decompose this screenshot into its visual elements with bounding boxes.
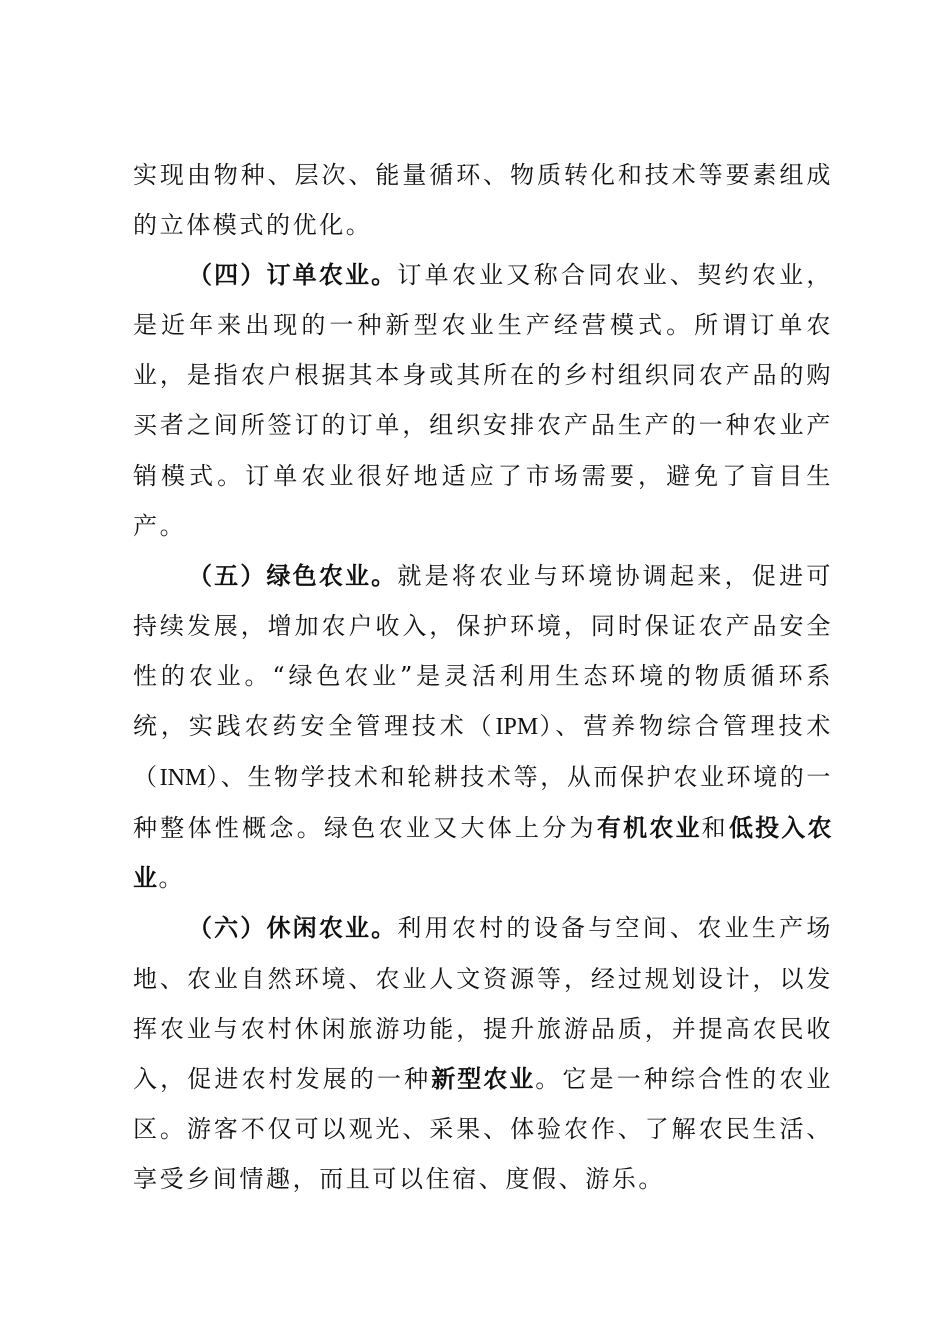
paragraph-text: 订单农业又称合同农业、契约农业，是近年来出现的一种新型农业生产经营模式。所谓订单农业，是指农户根据其本身或其所在的乡村组织同农产品的购买者之间所签订的订单，组织安排农产品生产的一种农业产销模式。订单农业很好地适应了市场需要，避免了盲目生产。 (133, 261, 833, 540)
term-low-input-farming: 低投入农业 (133, 814, 833, 893)
paragraph-green-farming (133, 551, 833, 904)
paragraph-text: 实现由物种、层次、能量循环、物质转化和技术等要素组成的立体模式的优化。 (133, 161, 833, 240)
paragraph-text: 。 (158, 864, 186, 893)
paragraph-text: 和 (701, 814, 729, 843)
paragraph-order-farming (133, 250, 833, 551)
section-heading-green-farming: （五）绿色农业。 (188, 561, 398, 590)
paragraph-text: 利用农村的设备与空间、农业生产场地、农业自然环境、农业人文资源等，经过规划设计，以发挥农业与农村休闲旅游功能，提升旅游品质，并提高农民收入，促进农村发展的一种 (133, 914, 833, 1093)
paragraph-text: ）、生物学技术和轮耕技术等，从而保护农业环境的一种整体性概念。绿色农业又大体上分为 (133, 763, 833, 843)
document-page (133, 150, 833, 1204)
paragraph-text: ）、营养物综合管理技术（ (133, 712, 833, 792)
section-heading-leisure-farming: （六）休闲农业。 (188, 914, 398, 943)
paragraph-text: 。它是一种综合性的农业区。游客不仅可以观光、采果、体验农作、了解农民生活、享受乡间情趣，而且可以住宿、度假、游乐。 (133, 1064, 833, 1193)
section-heading-order-farming: （四）订单农业。 (188, 261, 398, 290)
term-new-type-farming: 新型农业 (431, 1064, 536, 1093)
term-organic-farming: 有机农业 (596, 814, 702, 843)
paragraph-text: 就是将农业与环境协调起来，促进可持续发展，增加农户收入，保护环境，同时保证农产品安全性的农业。“绿色农业”是灵活利用生态环境的物质循环系统，实践农药安全管理技术（ (133, 561, 833, 741)
abbreviation-inm: INM (159, 765, 207, 792)
paragraph-continuation (133, 150, 833, 250)
paragraph-leisure-farming (133, 903, 833, 1204)
abbreviation-ipm: IPM (495, 714, 539, 741)
